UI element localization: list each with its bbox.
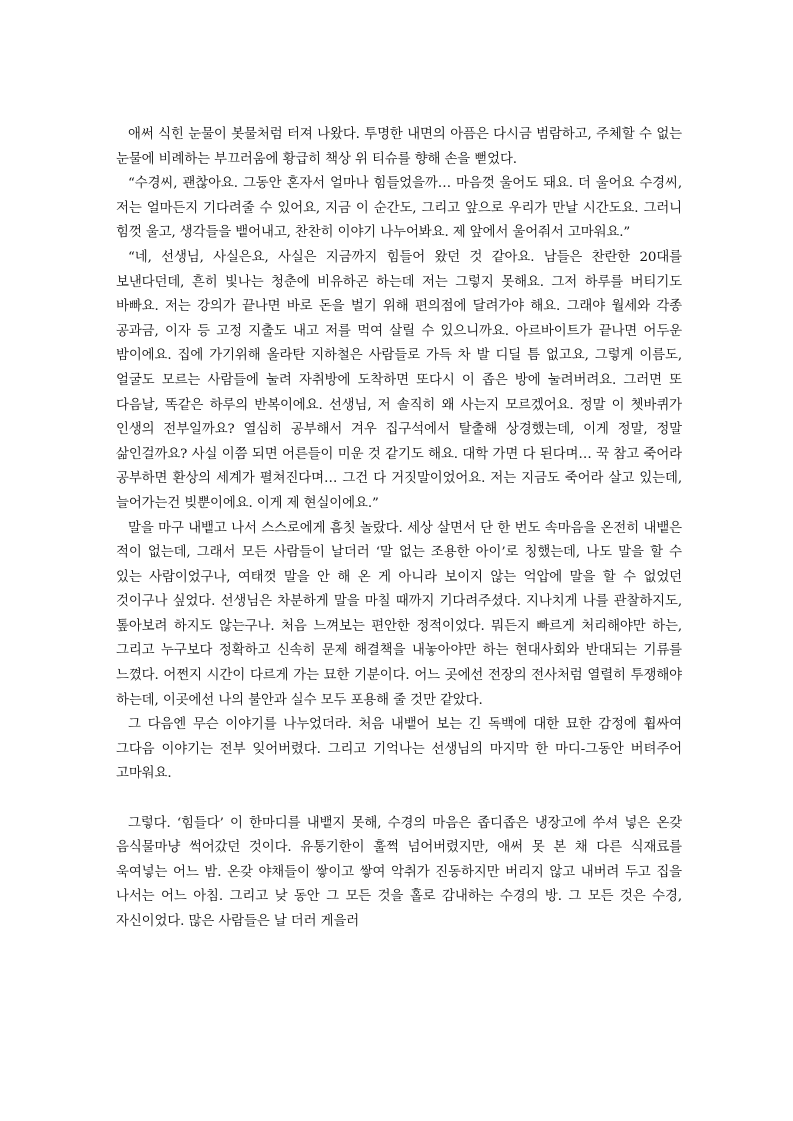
paragraph-4: 말을 마구 내뱉고 나서 스스로에게 흠칫 놀랐다. 세상 살면서 단 한 번도 속마음을 온전히 내뱉은 적이 없는데, 그래서 모든 사람들이 날더러 ‘말 없는 조용한 아이’로 칭했는데, 나도 말을 할 수 있는 사람이었구나, 여태껏 말을 안 해 온 게 아니라 보이지 않는 억압에 말을 할 수 없었던 것이구나 싶었다. 선생님은 차분하게 말을 마칠 때까지 기다려주셨다. 지나치게 나를 관찰하지도, 톺아보려 하지도 않는구나. 처음 느껴보는 편안한 정적이었다. 뭐든지 빠르게 처리해야만 하는, 그리고 누구보다 정확하고 신속히 문제 해결책을 내놓아야만 하는 현대사회와 반대되는 기류를 느꼈다. 어쩐지 시간이 다르게 가는 묘한 기분이다. 어느 곳에선 전장의 전사처럼 열렬히 투쟁해야 하는데, 이곳에선 나의 불안과 실수 모두 포용해 줄 것만 같았다. — [116, 520, 682, 708]
document-page — [116, 123, 682, 935]
paragraph-1: 애써 식힌 눈물이 봇물처럼 터져 나왔다. 투명한 내면의 아픔은 다시금 범람하고, 주체할 수 없는 눈물에 비례하는 부끄러움에 황급히 책상 위 티슈를 향해 손을 뻗었다. — [116, 127, 682, 167]
paragraph-3: “네, 선생님, 사실은요, 사실은 지금까지 힘들어 왔던 것 같아요. 남들은 찬란한 20대를 보낸다던데, 흔히 빛나는 청춘에 비유하곤 하는데 저는 그렇지 못해요. 그저 하루를 버티기도 바빠요. 저는 강의가 끝나면 바로 돈을 벌기 위해 편의점에 달려가야 해요. 그래야 월세와 각종 공과금, 이자 등 고정 지출도 내고 저를 먹여 살릴 수 있으니까요. 아르바이트가 끝나면 어두운 밤이에요. 집에 가기위해 올라탄 지하철은 사람들로 가득 차 발 디딜 틈 없고요, 그렇게 이름도, 얼굴도 모르는 사람들에 눌려 자취방에 도착하면 또다시 이 좁은 방에 눌려버려요. 그러면 또 다음날, 똑같은 하루의 반복이에요. 선생님, 저 솔직히 왜 사는지 모르겠어요. 정말 이 쳇바퀴가 인생의 전부일까요? 열심히 공부해서 겨우 집구석에서 탈출해 상경했는데, 이게 정말, 정말 삶인걸까요? 사실 이쯤 되면 어른들이 미운 것 같기도 해요. 대학 가면 다 된다며… 꾹 참고 죽어라 공부하면 환상의 세계가 펼쳐진다며… 그건 다 거짓말이었어요. 저는 지금도 죽어라 살고 있는데, 늘어가는건 빚뿐이에요. 이게 제 현실이에요.” — [116, 249, 682, 511]
section-break — [116, 787, 682, 812]
paragraph-2: “수경씨, 괜찮아요. 그동안 혼자서 얼마나 힘들었을까… 마음껏 울어도 돼요. 더 울어요 수경씨, 저는 얼마든지 기다려줄 수 있어요, 지금 이 순간도, 그리고 앞으로 우리가 만날 시간도요. 그러니 힘껏 울고, 생각들을 뱉어내고, 찬찬히 이야기 나누어봐요. 제 앞에서 울어줘서 고마워요.” — [116, 176, 682, 241]
paragraph-6: 그렇다. ‘힘들다’ 이 한마디를 내뱉지 못해, 수경의 마음은 좁디좁은 냉장고에 쑤셔 넣은 온갖 음식물마냥 썩어갔던 것이다. 유통기한이 훌쩍 넘어버렸지만, 애써 못 본 채 다른 식재료를 욱여넣는 어느 밤. 온갖 야채들이 쌓이고 쌓여 악취가 진동하지만 버리지 않고 내버려 두고 집을 나서는 어느 아침. 그리고 낮 동안 그 모든 것을 홀로 감내하는 수경의 방. 그 모든 것은 수경, 자신이었다. 많은 사람들은 날 더러 게을러 — [116, 815, 682, 929]
paragraph-5: 그 다음엔 무슨 이야기를 나누었더라. 처음 내뱉어 보는 긴 독백에 대한 묘한 감정에 휩싸여 그다음 이야기는 전부 잊어버렸다. 그리고 기억나는 선생님의 마지막 한 마디-그동안 버텨주어 고마워요. — [116, 717, 682, 782]
